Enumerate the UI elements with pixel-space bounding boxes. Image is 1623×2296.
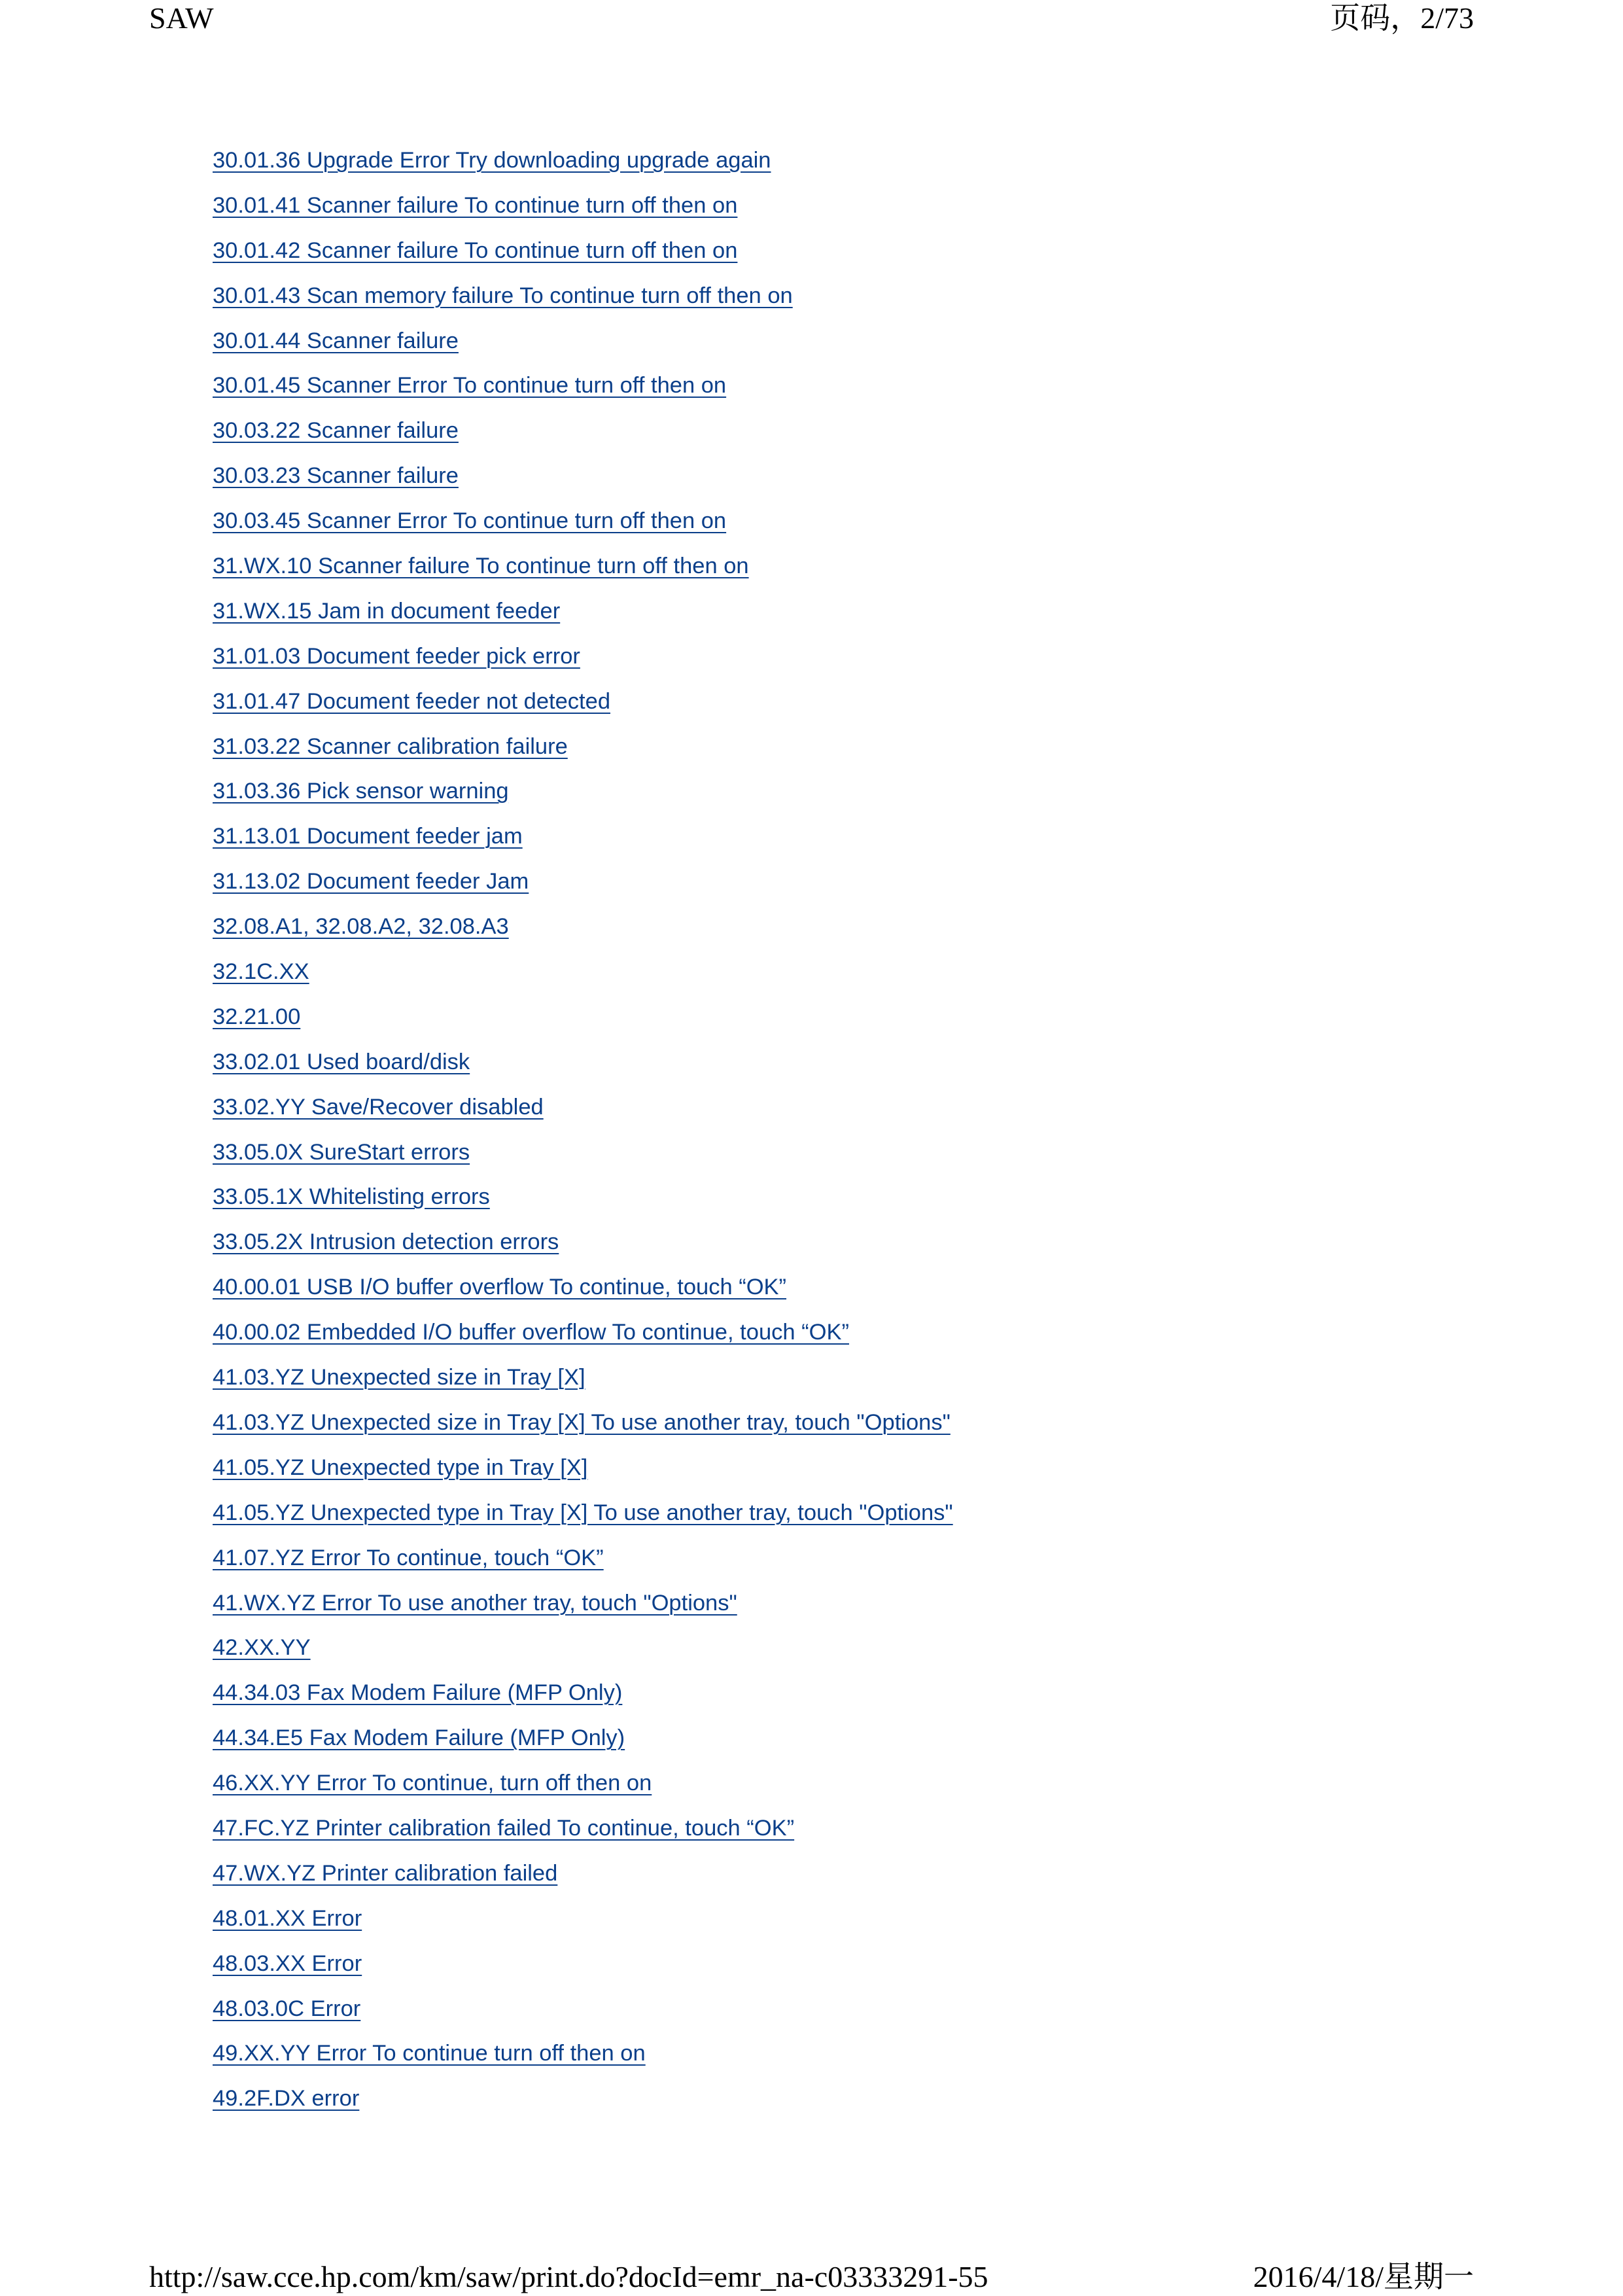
error-code-link[interactable]: 32.21.00 <box>213 1004 301 1029</box>
error-code-link[interactable]: 31.13.01 Document feeder jam <box>213 824 523 849</box>
list-item <box>213 550 953 595</box>
list-item <box>213 775 953 821</box>
error-code-link[interactable]: 40.00.02 Embedded I/O buffer overflow To continue, touch “OK” <box>213 1320 849 1345</box>
list-item <box>213 2038 953 2083</box>
list-item <box>213 1948 953 1993</box>
error-code-link[interactable]: 33.05.1X Whitelisting errors <box>213 1184 490 1210</box>
list-item <box>213 1993 953 2038</box>
error-code-link[interactable]: 31.01.03 Document feeder pick error <box>213 643 580 669</box>
error-code-link[interactable]: 49.2F.DX error <box>213 2086 360 2111</box>
error-code-link[interactable]: 33.02.01 Used board/disk <box>213 1049 470 1074</box>
page-footer-url: http://saw.cce.hp.com/km/saw/print.do?docId=emr_na-c03333291-55 <box>149 2260 988 2293</box>
list-item <box>213 595 953 641</box>
list-item <box>213 1542 953 1587</box>
error-code-link[interactable]: 48.03.0C Error <box>213 1996 361 2021</box>
error-code-link[interactable]: 33.02.YY Save/Recover disabled <box>213 1094 544 1120</box>
page-number: 页码，2/73 <box>1330 1 1474 35</box>
error-code-link[interactable]: 31.01.47 Document feeder not detected <box>213 688 611 714</box>
page-footer-date: 2016/4/18/星期一 <box>1253 2260 1474 2293</box>
list-item <box>213 505 953 550</box>
list-item <box>213 731 953 776</box>
list-item <box>213 1767 953 1812</box>
error-code-link[interactable]: 47.WX.YZ Printer calibration failed <box>213 1860 558 1886</box>
error-code-link[interactable]: 30.01.43 Scan memory failure To continue turn off then on <box>213 283 793 308</box>
error-code-link[interactable]: 33.05.0X SureStart errors <box>213 1139 470 1165</box>
list-item <box>213 1226 953 1271</box>
list-item <box>213 280 953 325</box>
list-item <box>213 2083 953 2128</box>
error-code-link[interactable]: 41.03.YZ Unexpected size in Tray [X] <box>213 1365 585 1390</box>
error-code-link[interactable]: 30.01.41 Scanner failure To continue turn off then on <box>213 192 738 218</box>
list-item <box>213 235 953 280</box>
list-item <box>213 911 953 956</box>
list-item <box>213 1632 953 1677</box>
list-item <box>213 1091 953 1137</box>
error-code-link[interactable]: 31.03.22 Scanner calibration failure <box>213 733 568 759</box>
error-code-link[interactable]: 30.01.44 Scanner failure <box>213 328 459 353</box>
list-item <box>213 641 953 686</box>
list-item <box>213 1001 953 1046</box>
error-code-link[interactable]: 41.07.YZ Error To continue, touch “OK” <box>213 1545 604 1570</box>
error-code-link[interactable]: 42.XX.YY <box>213 1635 311 1661</box>
error-code-link[interactable]: 31.13.02 Document feeder Jam <box>213 869 529 894</box>
error-code-link[interactable]: 48.03.XX Error <box>213 1951 362 1976</box>
error-code-link[interactable]: 41.05.YZ Unexpected type in Tray [X] <box>213 1455 588 1480</box>
error-code-link[interactable]: 30.01.36 Upgrade Error Try downloading upgrade again <box>213 148 771 173</box>
list-item <box>213 1046 953 1091</box>
list-item <box>213 821 953 866</box>
list-item <box>213 956 953 1001</box>
error-code-link[interactable]: 46.XX.YY Error To continue, turn off then on <box>213 1771 652 1796</box>
list-item <box>213 1677 953 1722</box>
list-item <box>213 415 953 460</box>
error-code-link[interactable]: 49.XX.YY Error To continue turn off then on <box>213 2041 646 2066</box>
list-item <box>213 1316 953 1362</box>
error-code-link[interactable]: 41.WX.YZ Error To use another tray, touch "Options" <box>213 1590 737 1616</box>
list-item <box>213 460 953 505</box>
list-item <box>213 1407 953 1452</box>
error-code-link[interactable]: 40.00.01 USB I/O buffer overflow To continue, touch “OK” <box>213 1275 787 1300</box>
list-item <box>213 1903 953 1948</box>
error-code-link[interactable]: 30.03.45 Scanner Error To continue turn off then on <box>213 508 727 534</box>
list-item <box>213 370 953 415</box>
list-item <box>213 1362 953 1407</box>
error-code-link[interactable]: 30.01.42 Scanner failure To continue turn off then on <box>213 238 738 263</box>
list-item <box>213 1722 953 1767</box>
error-code-link[interactable]: 33.05.2X Intrusion detection errors <box>213 1229 559 1255</box>
error-code-link[interactable]: 31.WX.15 Jam in document feeder <box>213 598 561 624</box>
list-item <box>213 1452 953 1497</box>
error-code-link[interactable]: 44.34.E5 Fax Modem Failure (MFP Only) <box>213 1725 625 1751</box>
error-code-link[interactable]: 30.03.23 Scanner failure <box>213 463 459 489</box>
list-item <box>213 1812 953 1858</box>
error-code-link[interactable]: 48.01.XX Error <box>213 1905 362 1931</box>
list-item <box>213 1587 953 1633</box>
list-item <box>213 145 953 190</box>
list-item <box>213 190 953 235</box>
error-code-link[interactable]: 41.05.YZ Unexpected type in Tray [X] To use another tray, touch "Options" <box>213 1500 953 1525</box>
list-item <box>213 1497 953 1542</box>
page-header-title: SAW <box>149 1 214 35</box>
error-code-link[interactable]: 31.WX.10 Scanner failure To continue turn off then on <box>213 554 749 579</box>
error-code-link[interactable]: 30.01.45 Scanner Error To continue turn off then on <box>213 373 727 398</box>
error-code-link[interactable]: 32.08.A1, 32.08.A2, 32.08.A3 <box>213 914 509 940</box>
list-item <box>213 686 953 731</box>
error-code-link[interactable]: 41.03.YZ Unexpected size in Tray [X] To use another tray, touch "Options" <box>213 1409 951 1435</box>
error-code-link[interactable]: 31.03.36 Pick sensor warning <box>213 779 509 804</box>
list-item <box>213 1181 953 1226</box>
error-code-link-list <box>213 145 953 2128</box>
error-code-link[interactable]: 44.34.03 Fax Modem Failure (MFP Only) <box>213 1680 623 1706</box>
list-item <box>213 1858 953 1903</box>
list-item <box>213 1271 953 1316</box>
list-item <box>213 1137 953 1182</box>
error-code-link[interactable]: 47.FC.YZ Printer calibration failed To continue, touch “OK” <box>213 1815 795 1841</box>
list-item <box>213 325 953 370</box>
list-item <box>213 866 953 911</box>
error-code-link[interactable]: 32.1C.XX <box>213 959 309 985</box>
error-code-link[interactable]: 30.03.22 Scanner failure <box>213 418 459 444</box>
